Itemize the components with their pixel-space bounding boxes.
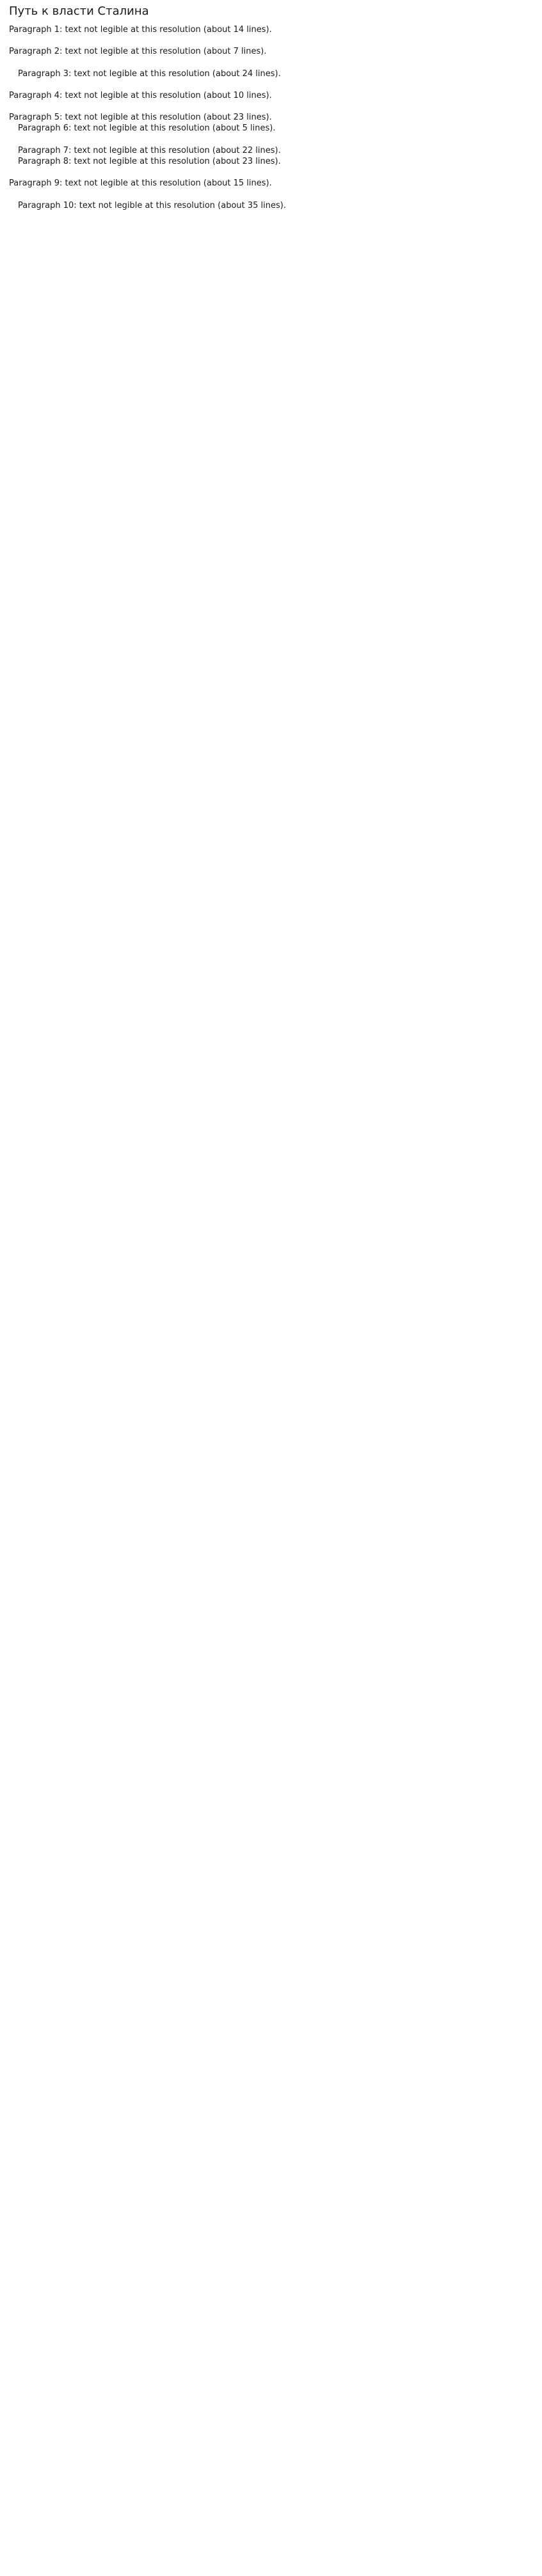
article-paragraph: Paragraph 7: text not legible at this resolution (about 22 lines).	[18, 145, 281, 155]
article-paragraph: Paragraph 9: text not legible at this resolution (about 15 lines).	[9, 178, 272, 189]
article-paragraph: Paragraph 5: text not legible at this resolution (about 23 lines).	[9, 113, 272, 123]
article-paragraph: Paragraph 4: text not legible at this resolution (about 10 lines).	[9, 90, 272, 100]
article-paragraph: Paragraph 10: text not legible at this resolution (about 35 lines).	[18, 200, 286, 210]
article-paragraph: Paragraph 1: text not legible at this resolution (about 14 lines).	[9, 25, 272, 35]
article-paragraph: Paragraph 8: text not legible at this resolution (about 23 lines).	[18, 157, 281, 167]
article-paragraph: Paragraph 3: text not legible at this resolution (about 24 lines).	[18, 68, 281, 79]
article-paragraph: Paragraph 6: text not legible at this resolution (about 5 lines).	[18, 123, 276, 134]
article-page	[0, 0, 542, 248]
article-body	[9, 24, 534, 211]
article-paragraph: Paragraph 2: text not legible at this resolution (about 7 lines).	[9, 47, 267, 57]
page-title: Путь к власти Сталина	[9, 4, 149, 18]
